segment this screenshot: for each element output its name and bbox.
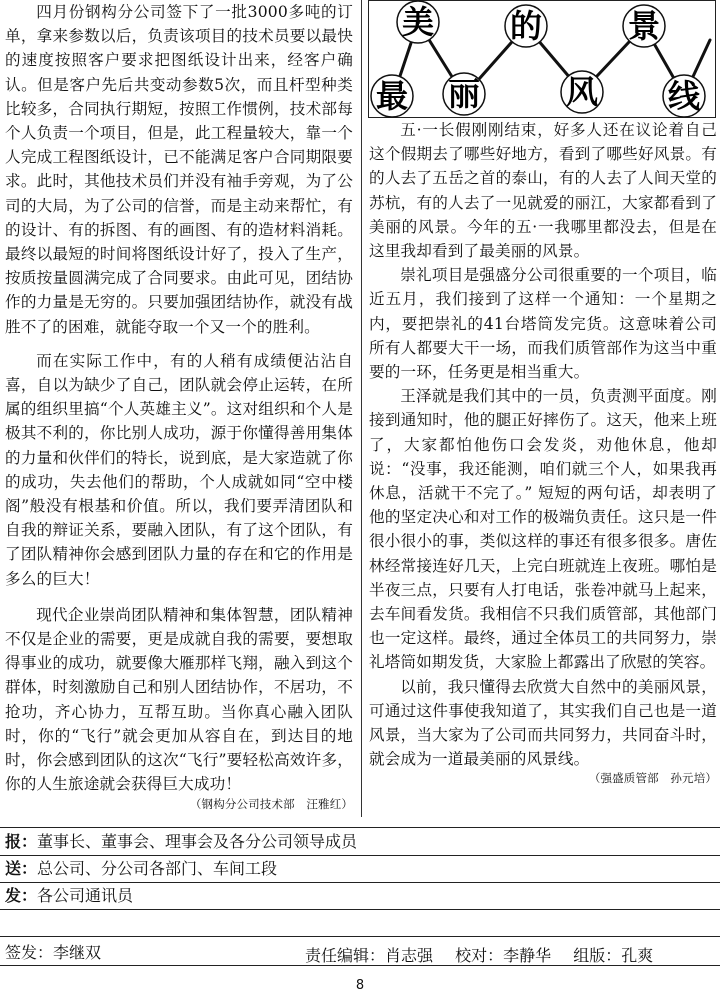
signoff-label: 签发：	[5, 943, 54, 962]
right-paragraph-4: 以前，我只懂得去欣赏大自然中的美丽风景，可通过这件事使我知道了，其实我们自己也是一道风景，当大家为了公司而共同努力，共同奋斗时，就会成为一道最美丽的风景线。	[369, 677, 717, 769]
editor-credit: 责任编辑：肖志强	[305, 946, 434, 965]
title-char-feng: 风	[565, 73, 599, 111]
right-paragraph-3: 王泽就是我们其中的一员，负责测平面度。刚接到通知时，他的腿正好摔伤了。这天，他来上班了，大家都怕他伤口会发炎，劝他休息，他却说：“没事，我还能测，咱们就三个人，如果我再休息，活就干不完了。” 短短的两句话，却表明了他的坚定决心和对工作的极端负责任。这只是一件很小很小的事，类似这样的事还有很多很多。唐佐林经常接连好几天，上完白班就连上夜班。哪怕是半夜三点，只要有人打电话，张卷冲就马上起来，去车间看发货。我相信不只我们质管部，其他部门也一定这样。最终，通过全体员工的共同努力，崇礼塔筒如期发货，大家脸上都露出了欣慰的笑容。	[369, 387, 717, 672]
right-paragraph-1: 五·一长假刚刚结束，好多人还在议论着自己这个假期去了哪些好地方，看到了哪些好风景。有的人去了五岳之首的泰山，有的人去了人间天堂的苏杭，有的人去了一见就爱的丽江，大家都看到了美丽的风景。今年的五·一我哪里都没去，但是在这里我却看到了最美丽的风景。	[369, 121, 717, 261]
title-char-jing: 景	[627, 7, 661, 45]
issue-to-value: 各公司通讯员	[37, 886, 134, 905]
proofreader-credit: 校对：李静华	[455, 946, 552, 965]
footer-rule-5	[0, 936, 720, 937]
right-article	[369, 118, 717, 786]
signoff-value: 李继双	[53, 943, 102, 962]
layout-credit: 组版：孔爽	[573, 946, 654, 965]
footer-rule-1	[0, 827, 720, 828]
footer-rule-6	[0, 965, 720, 966]
footer-rule-2	[0, 855, 720, 856]
issue-to-row	[5, 886, 133, 906]
signoff-row	[5, 943, 101, 963]
title-char-de: 的	[509, 7, 543, 45]
title-char-mei: 美	[401, 3, 435, 41]
report-to-row	[5, 832, 357, 852]
left-paragraph-3: 现代企业崇尚团队精神和集体智慧，团队精神不仅是企业的需要，更是成就自我的需要，要想取得事业的成功，就要像大雁那样飞翔，融入到这个群体，时刻激励自己和别人团结协作，不居功，不抢功，齐心协力，互帮互助。当你真心融入团队时，你的“飞行”就会更加从容自在，到达目的地时，你会感到团队的这次“飞行”要轻松高效许多，你的人生旅途就会获得巨大成功！	[5, 605, 353, 794]
left-article	[5, 0, 353, 812]
right-paragraph-2: 崇礼项目是强盛分公司很重要的一个项目，临近五月，我们接到了这样一个通知：一个星期之内，要把崇礼的41台塔筒发完货。这意味着公司所有人都要大干一场，而我们质管部作为这当中重要的一环，任务更是相当重大。	[369, 266, 717, 382]
left-paragraph-1: 四月份钢构分公司签下了一批3000多吨的订单，拿来参数以后，负责该项目的技术员要以最快的速度按照客户要求把图纸设计出来，经客户确认。但是客户先后共变动参数5次，而且杆型种类比较多，合同执行期短，按照工作惯例，技术部每个人负责一个项目，但是，此工程量较大，靠一个人完成工程图纸设计，已不能满足客户合同期限要求。此时，其他技术员们并没有袖手旁观，为了公司的大局，为了公司的信誉，而是主动来帮忙，有的设计、有的拆图、有的画图、有的造材料消耗。最终以最短的时间将图纸设计好了，投入了生产，按质按量圆满完成了合同要求。由此可见，团结协作的力量是无穷的。只要加强团结协作，就没有战胜不了的困难，就能夺取一个又一个的胜利。	[5, 3, 353, 336]
send-to-value: 总公司、分公司各部门、车间工段	[37, 859, 278, 878]
send-to-label: 送：	[5, 859, 38, 878]
footer-rule-4	[0, 909, 720, 910]
article-title-art	[368, 0, 716, 118]
page-number: 8	[355, 978, 365, 993]
issue-to-label: 发：	[5, 886, 38, 905]
title-char-xian: 线	[667, 77, 701, 115]
right-byline: （强盛质管部 孙元培）	[588, 771, 717, 786]
left-paragraph-2: 而在实际工作中，有的人稍有成绩便沾沾自喜，自以为缺少了自己，团队就会停止运转，在所属的组织里搞“个人英雄主义”。这对组织和个人是极其不利的，你比别人成功，源于你懂得善用集体的力量和伙伴们的特长，说到底，是大家造就了你的成功，失去他们的帮助，个人成就如同“空中楼阁”般没有根基和价值。所以，我们要弄清团队和自我的辩证关系，要融入团队，有了这个团队，有了团队精神你会感到团队力量的存在和它的作用是多么的巨大！	[5, 351, 353, 588]
left-byline: （钢构分公司技术部 汪雅红）	[189, 796, 353, 811]
send-to-row	[5, 859, 277, 879]
title-char-zui: 最	[375, 77, 409, 115]
report-to-value: 董事长、董事会、理事会及各分公司领导成员	[37, 832, 358, 851]
column-divider	[361, 0, 362, 817]
footer-rule-3	[0, 882, 720, 883]
editorial-credits	[305, 943, 670, 966]
title-char-li: 丽	[447, 75, 481, 113]
report-to-label: 报：	[5, 832, 38, 851]
